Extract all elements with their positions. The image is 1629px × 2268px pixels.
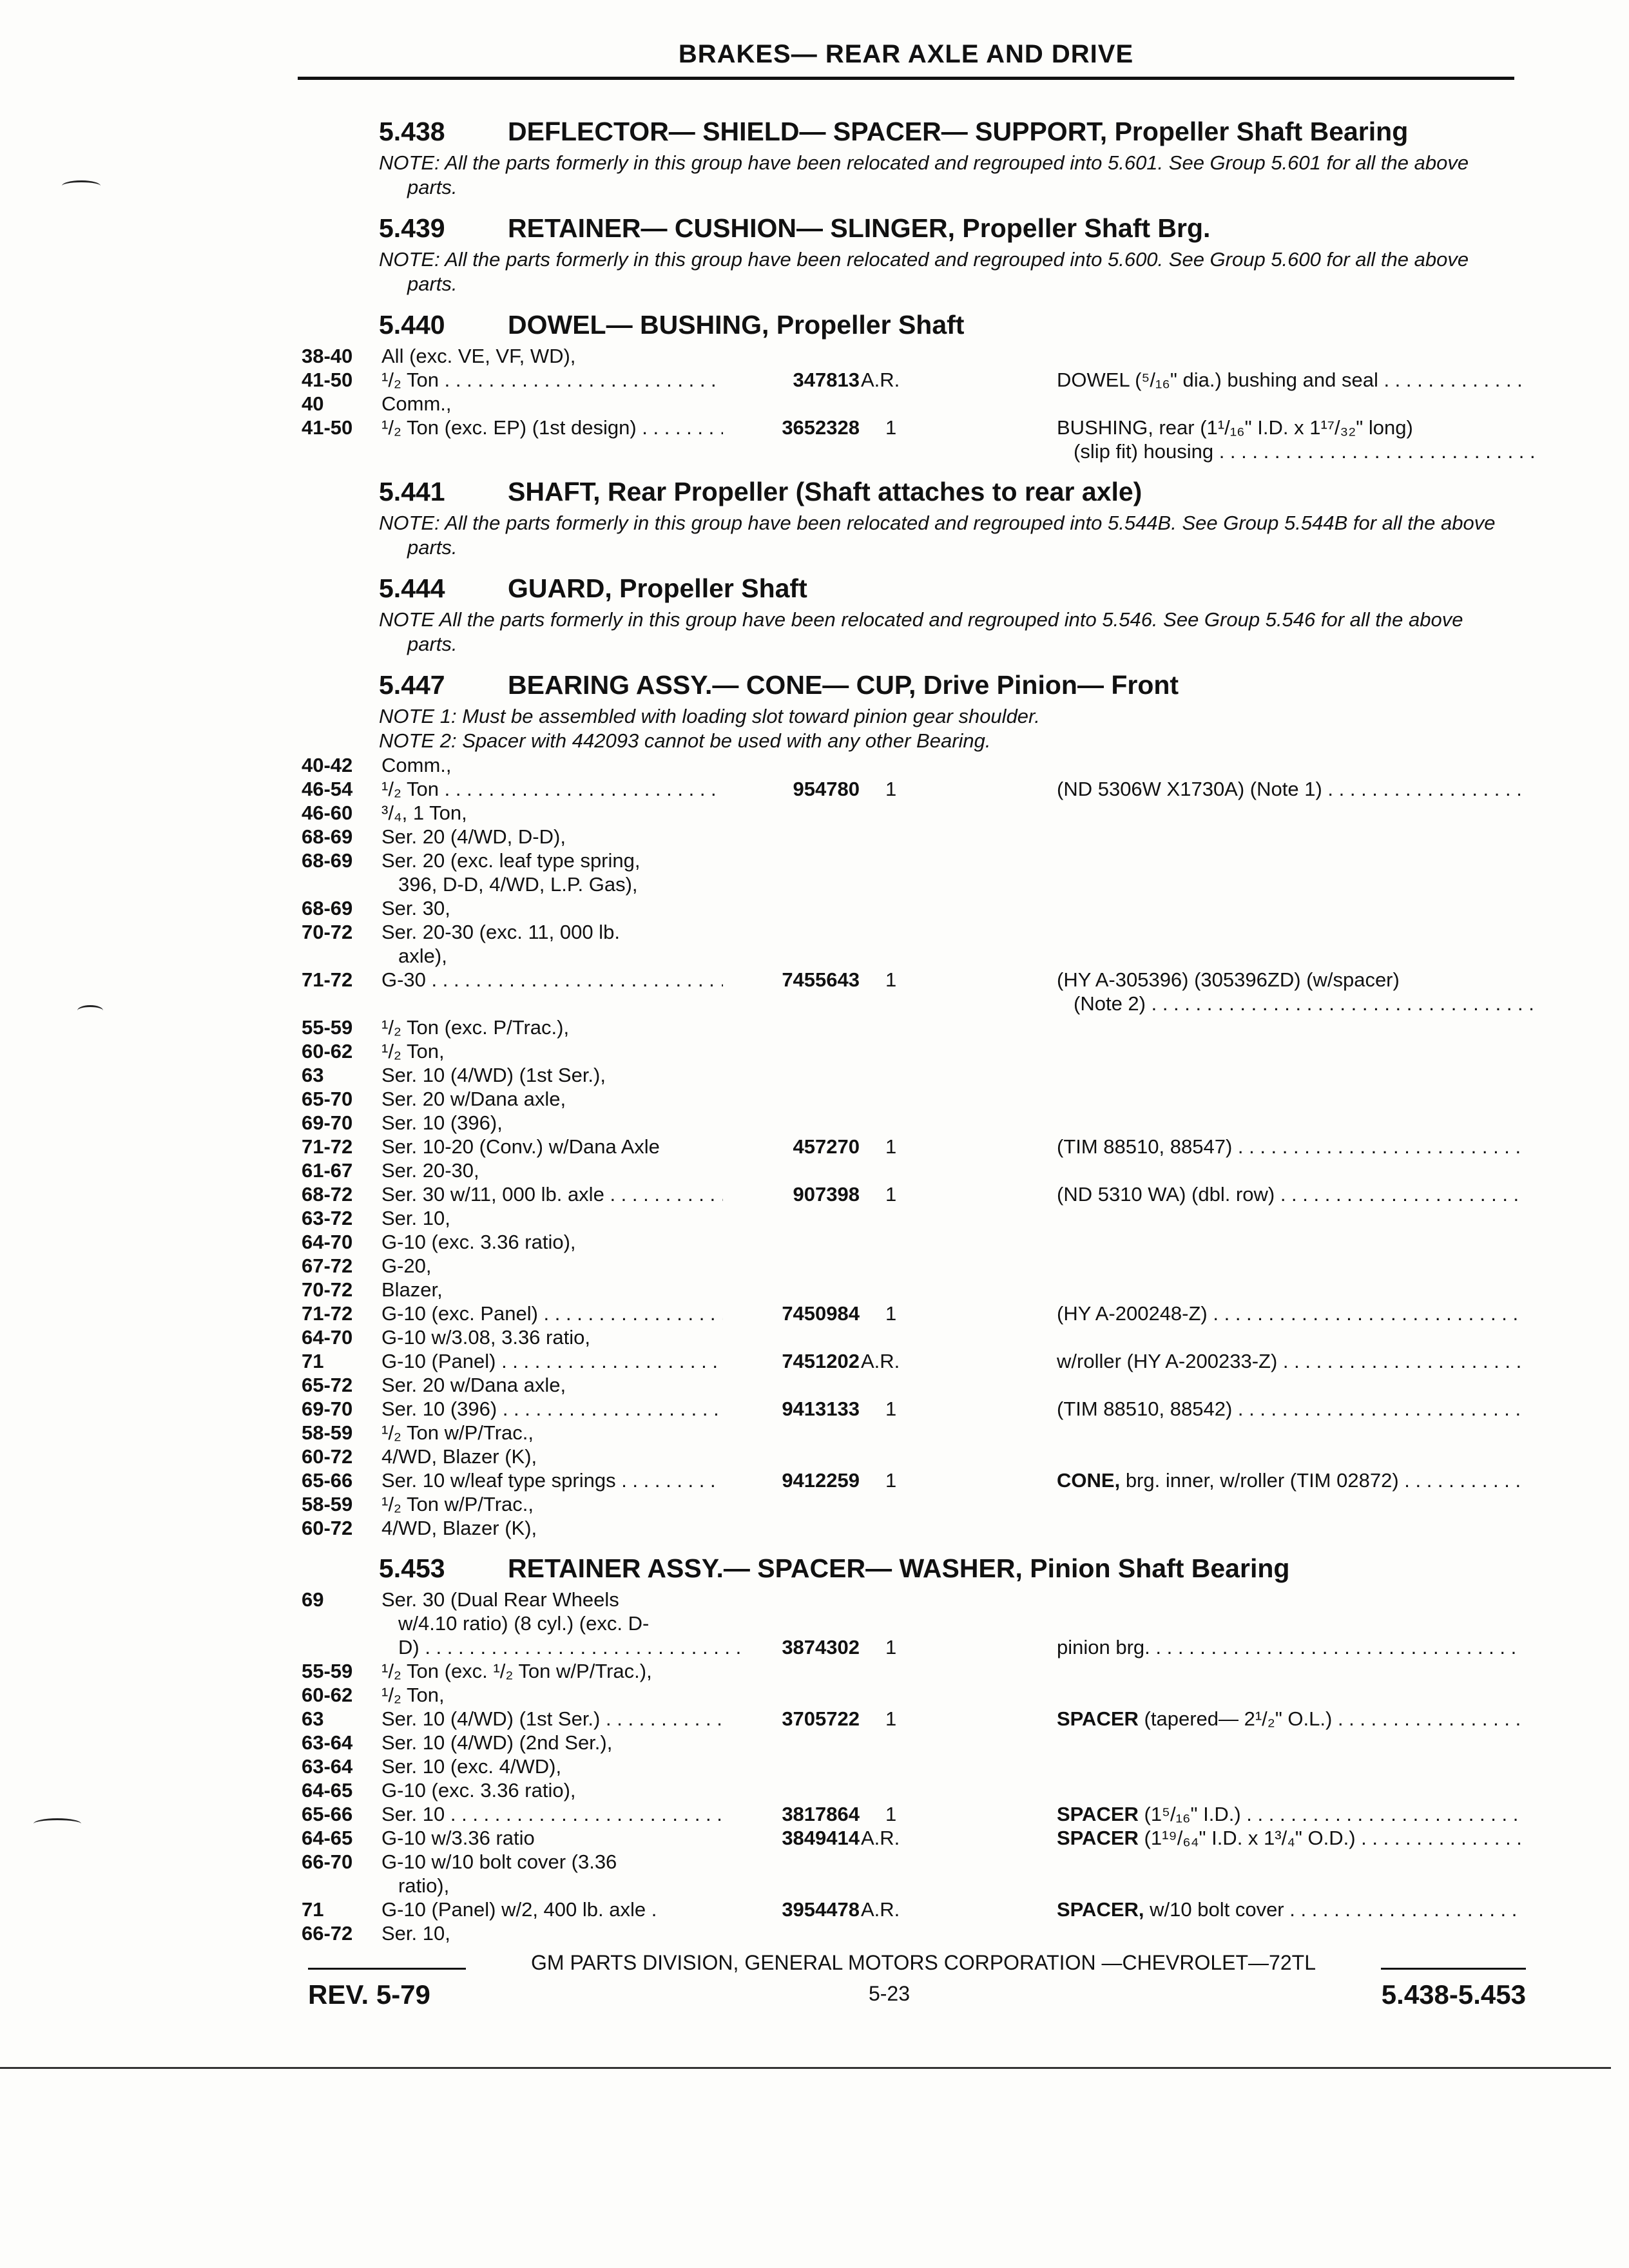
revision-label: REV. 5-79 <box>308 1979 430 2010</box>
model-years: 70-72 <box>302 1278 353 1301</box>
quantity: A.R. <box>861 1350 900 1372</box>
part-number: 3652328 <box>782 416 860 439</box>
description <box>1057 1397 1521 1421</box>
application: Blazer, <box>381 1278 443 1301</box>
description <box>1057 1349 1521 1373</box>
model-years: 58-59 <box>302 1493 353 1515</box>
model-years: 69 <box>302 1588 324 1611</box>
application: ¹/₂ Ton w/P/Trac., <box>381 1421 534 1444</box>
group-range: 5.438-5.453 <box>1381 1979 1526 2010</box>
group-title: RETAINER— CUSHION— SLINGER, Propeller Shaft Brg. <box>508 213 1211 243</box>
parts-row <box>0 1158 1629 1182</box>
application: ¹/₂ Ton, <box>381 1040 445 1062</box>
description <box>1057 1898 1521 1921</box>
quantity: 1 <box>885 968 897 991</box>
model-years: 66-72 <box>302 1922 353 1945</box>
parts-row <box>0 1230 1629 1254</box>
parts-row <box>0 344 1629 368</box>
application: ¹/₂ Ton (exc. ¹/₂ Ton w/P/Trac.), <box>381 1660 652 1682</box>
application: ratio), <box>398 1874 450 1897</box>
description-part-name: SPACER <box>1057 1707 1139 1730</box>
model-years: 63-64 <box>302 1731 353 1754</box>
application: Ser. 20-30, <box>381 1159 479 1182</box>
model-years: 65-66 <box>302 1469 353 1492</box>
parts-row <box>0 1254 1629 1278</box>
application: Ser. 10 (396), <box>381 1111 503 1134</box>
quantity: A.R. <box>861 1827 900 1849</box>
parts-row <box>0 1087 1629 1111</box>
group-note: NOTE 1: Must be assembled with loading slot toward pinion gear shoulder. <box>379 705 1040 727</box>
parts-row <box>0 1397 1629 1421</box>
group-note: NOTE: All the parts formerly in this group have been relocated and regrouped into 5.600. See Group 5.600 for all the above parts. <box>379 248 1469 295</box>
group-title: RETAINER ASSY.— SPACER— WASHER, Pinion Shaft Bearing <box>508 1553 1290 1583</box>
quantity: 1 <box>885 1302 897 1325</box>
group-note-block <box>379 608 1513 657</box>
group-number: 5.440 <box>379 310 445 340</box>
model-years: 71-72 <box>302 1135 353 1158</box>
description-text: (tapered— 2¹/₂" O.L.) <box>1144 1707 1333 1730</box>
application: w/4.10 ratio) (8 cyl.) (exc. D- <box>398 1612 650 1635</box>
model-years: 68-69 <box>302 825 353 848</box>
quantity: 1 <box>885 416 897 439</box>
parts-listing <box>0 103 1629 1945</box>
description <box>1057 777 1521 801</box>
group-number: 5.453 <box>379 1553 445 1583</box>
group-heading <box>379 209 1629 247</box>
model-years: 71 <box>302 1350 324 1372</box>
model-years: 61-67 <box>302 1159 353 1182</box>
application: G-10 (exc. 3.36 ratio), <box>381 1779 576 1802</box>
application: Comm., <box>381 392 452 415</box>
description-text: (1⁵/₁₆" I.D.) <box>1144 1803 1241 1825</box>
description-part-name: CONE, <box>1057 1469 1121 1492</box>
parts-row <box>0 439 1629 463</box>
description <box>1057 1135 1521 1158</box>
group-note-block <box>379 511 1513 560</box>
footer <box>308 1951 1526 1983</box>
parts-row <box>0 1921 1629 1945</box>
parts-row <box>0 944 1629 968</box>
parts-row <box>0 1516 1629 1540</box>
group-note-block <box>379 247 1513 296</box>
footer-rule-right <box>1381 1968 1526 1970</box>
application: Ser. 10, <box>381 1207 450 1229</box>
parts-row <box>0 1063 1629 1087</box>
application: ¹/₂ Ton . . . <box>381 368 723 392</box>
parts-row <box>0 1754 1629 1778</box>
parts-row <box>0 1278 1629 1302</box>
application: Ser. 10 (4/WD) (1st Ser.), <box>381 1064 606 1086</box>
model-years: 69-70 <box>302 1111 353 1134</box>
model-years: 40-42 <box>302 754 353 776</box>
model-years: 55-59 <box>302 1660 353 1682</box>
description-part-name: SPACER <box>1057 1803 1139 1825</box>
model-years: 71-72 <box>302 1302 353 1325</box>
application: Ser. 10, <box>381 1922 450 1945</box>
description-text: w/10 bolt cover <box>1150 1898 1284 1921</box>
description-text: pinion brg. <box>1057 1636 1150 1658</box>
description <box>1057 968 1521 992</box>
application: 4/WD, Blazer (K), <box>381 1445 537 1468</box>
model-years: 64-70 <box>302 1326 353 1349</box>
parts-row <box>0 1468 1629 1492</box>
quantity: 1 <box>885 1636 897 1658</box>
description <box>1057 1635 1521 1659</box>
application: Ser. 10 w/leaf type springs . . . <box>381 1468 723 1492</box>
description <box>1057 1707 1521 1731</box>
group-note: NOTE All the parts formerly in this group have been relocated and regrouped into 5.546. See Group 5.546 for all the above parts. <box>379 608 1463 655</box>
application: Ser. 20 (exc. leaf type spring, <box>381 849 641 872</box>
group-number: 5.438 <box>379 117 445 146</box>
description-text: BUSHING, rear (1¹/₁₆" I.D. x 1¹⁷/₃₂" long) <box>1057 416 1413 439</box>
model-years: 58-59 <box>302 1421 353 1444</box>
part-number: 3874302 <box>782 1636 860 1658</box>
parts-row <box>0 1206 1629 1230</box>
parts-row <box>0 1611 1629 1635</box>
part-number: 7450984 <box>782 1302 860 1325</box>
application: Ser. 10 (exc. 4/WD), <box>381 1755 562 1778</box>
quantity: 1 <box>885 1707 897 1730</box>
description-text: DOWEL (⁵/₁₆" dia.) bushing and seal <box>1057 369 1378 391</box>
application: Ser. 20 w/Dana axle, <box>381 1374 566 1396</box>
model-years: 63 <box>302 1064 324 1086</box>
part-number: 9412259 <box>782 1469 860 1492</box>
model-years: 46-60 <box>302 802 353 824</box>
group-number: 5.447 <box>379 670 445 700</box>
page-number: 5-23 <box>868 1982 911 2005</box>
group-title: SHAFT, Rear Propeller (Shaft attaches to rear axle) <box>508 477 1142 506</box>
part-number: 954780 <box>793 778 860 800</box>
parts-row <box>0 1135 1629 1158</box>
parts-row <box>0 1635 1629 1659</box>
model-years: 64-65 <box>302 1827 353 1849</box>
description-text: (HY A-305396) (305396ZD) (w/spacer) <box>1057 968 1400 991</box>
description-text: (1¹⁹/₆₄" I.D. x 1³/₄" O.D.) <box>1144 1827 1356 1849</box>
parts-row <box>0 1492 1629 1516</box>
application: G-10 w/3.36 ratio <box>381 1827 535 1849</box>
parts-row <box>0 872 1629 896</box>
group-number: 5.441 <box>379 477 445 506</box>
parts-row <box>0 1850 1629 1874</box>
group-title: DOWEL— BUSHING, Propeller Shaft <box>508 310 965 340</box>
model-years: 64-70 <box>302 1231 353 1253</box>
quantity: 1 <box>885 1135 897 1158</box>
application: Ser. 30 (Dual Rear Wheels <box>381 1588 619 1611</box>
model-years: 63 <box>302 1707 324 1730</box>
application: Ser. 20 (4/WD, D-D), <box>381 825 566 848</box>
parts-row <box>0 825 1629 849</box>
application: Ser. 10 . . . <box>381 1802 723 1826</box>
model-years: 40 <box>302 392 324 415</box>
description-text: (ND 5306W X1730A) (Note 1) <box>1057 778 1322 800</box>
parts-row <box>0 777 1629 801</box>
parts-row <box>0 416 1629 439</box>
application: Ser. 20-30 (exc. 11, 000 lb. <box>381 921 620 943</box>
description <box>1057 1468 1521 1492</box>
description-text: brg. inner, w/roller (TIM 02872) <box>1125 1469 1399 1492</box>
model-years: 65-70 <box>302 1088 353 1110</box>
footer-rule-left <box>308 1968 466 1970</box>
application: Ser. 10 (4/WD) (2nd Ser.), <box>381 1731 613 1754</box>
application: G-30 . . . <box>381 968 723 992</box>
application: Ser. 30, <box>381 897 450 919</box>
group-note: NOTE: All the parts formerly in this group have been relocated and regrouped into 5.544B. See Group 5.544B for all the above parts. <box>379 512 1496 559</box>
bottom-rule <box>0 2067 1611 2069</box>
part-number: 7455643 <box>782 968 860 991</box>
parts-row <box>0 849 1629 872</box>
model-years: 66-70 <box>302 1850 353 1873</box>
group-note: NOTE 2: Spacer with 442093 cannot be used with any other Bearing. <box>379 729 991 752</box>
parts-row <box>0 753 1629 777</box>
model-years: 60-72 <box>302 1517 353 1539</box>
application: ¹/₂ Ton . . . <box>381 777 723 801</box>
model-years: 68-69 <box>302 897 353 919</box>
model-years: 41-50 <box>302 416 353 439</box>
group-heading <box>379 1549 1629 1588</box>
application: Ser. 30 w/11, 000 lb. axle . . . <box>381 1182 723 1206</box>
group-heading <box>379 305 1629 344</box>
quantity: A.R. <box>861 1898 900 1921</box>
group-note-block <box>379 151 1513 200</box>
part-number: 3849414 <box>782 1827 860 1849</box>
part-number: 9413133 <box>782 1398 860 1420</box>
part-number: 7451202 <box>782 1350 860 1372</box>
parts-row <box>0 992 1629 1015</box>
page-header: BRAKES— REAR AXLE AND DRIVE <box>678 40 1134 68</box>
parts-row <box>0 1302 1629 1325</box>
application: D) . . . <box>398 1635 740 1659</box>
parts-row <box>0 1588 1629 1611</box>
application: Ser. 10 (4/WD) (1st Ser.) . . . <box>381 1707 723 1731</box>
model-years: 60-62 <box>302 1684 353 1706</box>
parts-row <box>0 1445 1629 1468</box>
parts-row <box>0 920 1629 944</box>
parts-row <box>0 1707 1629 1731</box>
application: Ser. 10-20 (Conv.) w/Dana Axle <box>381 1135 660 1158</box>
description-text: (ND 5310 WA) (dbl. row) <box>1057 1183 1275 1206</box>
application: G-10 w/3.08, 3.36 ratio, <box>381 1326 590 1349</box>
description <box>1057 368 1521 392</box>
part-number: 907398 <box>793 1183 860 1206</box>
footer-publisher: GM PARTS DIVISION, GENERAL MOTORS CORPORATION —CHEVROLET—72TL <box>531 1951 1316 1974</box>
part-number: 347813 <box>793 369 860 391</box>
application: 396, D-D, 4/WD, L.P. Gas), <box>398 873 638 896</box>
group-note: NOTE: All the parts formerly in this group have been relocated and regrouped into 5.601. See Group 5.601 for all the above parts. <box>379 151 1469 198</box>
parts-row <box>0 1826 1629 1850</box>
application: G-10 (Panel) . . . <box>381 1349 723 1373</box>
group-number: 5.439 <box>379 213 445 243</box>
parts-row <box>0 1325 1629 1349</box>
description <box>1057 1802 1521 1826</box>
parts-row <box>0 1731 1629 1754</box>
parts-row <box>0 1659 1629 1683</box>
model-years: 65-72 <box>302 1374 353 1396</box>
parts-row <box>0 1421 1629 1445</box>
application: ¹/₂ Ton (exc. P/Trac.), <box>381 1016 570 1039</box>
model-years: 65-66 <box>302 1803 353 1825</box>
model-years: 68-69 <box>302 849 353 872</box>
quantity: 1 <box>885 1469 897 1492</box>
group-heading <box>379 112 1629 151</box>
model-years: 55-59 <box>302 1016 353 1039</box>
parts-row <box>0 801 1629 825</box>
application: G-10 (exc. Panel) . . . <box>381 1302 723 1325</box>
parts-row <box>0 368 1629 392</box>
parts-row <box>0 1802 1629 1826</box>
description <box>1057 1302 1521 1325</box>
model-years: 70-72 <box>302 921 353 943</box>
model-years: 60-72 <box>302 1445 353 1468</box>
application: axle), <box>398 945 447 967</box>
parts-row <box>0 1015 1629 1039</box>
model-years: 69-70 <box>302 1398 353 1420</box>
application: G-20, <box>381 1254 432 1277</box>
description-text: (slip fit) housing <box>1074 440 1214 463</box>
group-title: BEARING ASSY.— CONE— CUP, Drive Pinion— Front <box>508 670 1179 700</box>
description <box>1057 416 1521 439</box>
description-text: (Note 2) <box>1074 992 1146 1015</box>
part-number: 3817864 <box>782 1803 860 1825</box>
application: 4/WD, Blazer (K), <box>381 1517 537 1539</box>
description <box>1057 1182 1521 1206</box>
model-years: 63-64 <box>302 1755 353 1778</box>
application: G-10 w/10 bolt cover (3.36 <box>381 1850 617 1873</box>
model-years: 38-40 <box>302 345 353 367</box>
application: ¹/₂ Ton (exc. EP) (1st design) . . . <box>381 416 723 439</box>
group-title: DEFLECTOR— SHIELD— SPACER— SUPPORT, Propeller Shaft Bearing <box>508 117 1409 146</box>
description-text: w/roller (HY A-200233-Z) <box>1057 1350 1278 1372</box>
description-part-name: SPACER <box>1057 1827 1139 1849</box>
model-years: 67-72 <box>302 1254 353 1277</box>
description <box>1057 1826 1521 1850</box>
application: Ser. 20 w/Dana axle, <box>381 1088 566 1110</box>
parts-row <box>0 1111 1629 1135</box>
description-text: (TIM 88510, 88542) <box>1057 1398 1233 1420</box>
quantity: 1 <box>885 1183 897 1206</box>
model-years: 71 <box>302 1898 324 1921</box>
model-years: 63-72 <box>302 1207 353 1229</box>
part-number: 3954478 <box>782 1898 860 1921</box>
model-years: 68-72 <box>302 1183 353 1206</box>
parts-row <box>0 968 1629 992</box>
model-years: 71-72 <box>302 968 353 991</box>
application: All (exc. VE, VF, WD), <box>381 345 576 367</box>
parts-row <box>0 1373 1629 1397</box>
parts-row <box>0 1898 1629 1921</box>
description <box>1074 992 1537 1015</box>
application: Comm., <box>381 754 452 776</box>
application: Ser. 10 (396) . . . <box>381 1397 723 1421</box>
group-number: 5.444 <box>379 573 445 603</box>
group-heading <box>379 666 1629 704</box>
quantity: 1 <box>885 778 897 800</box>
quantity: 1 <box>885 1803 897 1825</box>
group-heading <box>379 472 1629 511</box>
model-years: 41-50 <box>302 369 353 391</box>
description-text: (TIM 88510, 88547) <box>1057 1135 1233 1158</box>
parts-row <box>0 1778 1629 1802</box>
model-years: 64-65 <box>302 1779 353 1802</box>
group-title: GUARD, Propeller Shaft <box>508 573 807 603</box>
model-years: 46-54 <box>302 778 353 800</box>
group-heading <box>379 569 1629 608</box>
quantity: A.R. <box>861 369 900 391</box>
application: ¹/₂ Ton w/P/Trac., <box>381 1493 534 1515</box>
application: ¹/₂ Ton, <box>381 1684 445 1706</box>
parts-row <box>0 392 1629 416</box>
model-years: 60-62 <box>302 1040 353 1062</box>
parts-row <box>0 1683 1629 1707</box>
parts-row <box>0 1039 1629 1063</box>
description-text: (HY A-200248-Z) <box>1057 1302 1208 1325</box>
application: ³/₄, 1 Ton, <box>381 802 467 824</box>
part-number: 457270 <box>793 1135 860 1158</box>
application: G-10 (exc. 3.36 ratio), <box>381 1231 576 1253</box>
header-rule <box>298 77 1514 80</box>
quantity: 1 <box>885 1398 897 1420</box>
description-part-name: SPACER, <box>1057 1898 1144 1921</box>
parts-row <box>0 1874 1629 1898</box>
parts-row <box>0 1182 1629 1206</box>
application: G-10 (Panel) w/2, 400 lb. axle . <box>381 1898 657 1921</box>
group-note-block <box>379 704 1513 753</box>
parts-row <box>0 1349 1629 1373</box>
parts-row <box>0 896 1629 920</box>
description <box>1074 439 1537 463</box>
part-number: 3705722 <box>782 1707 860 1730</box>
